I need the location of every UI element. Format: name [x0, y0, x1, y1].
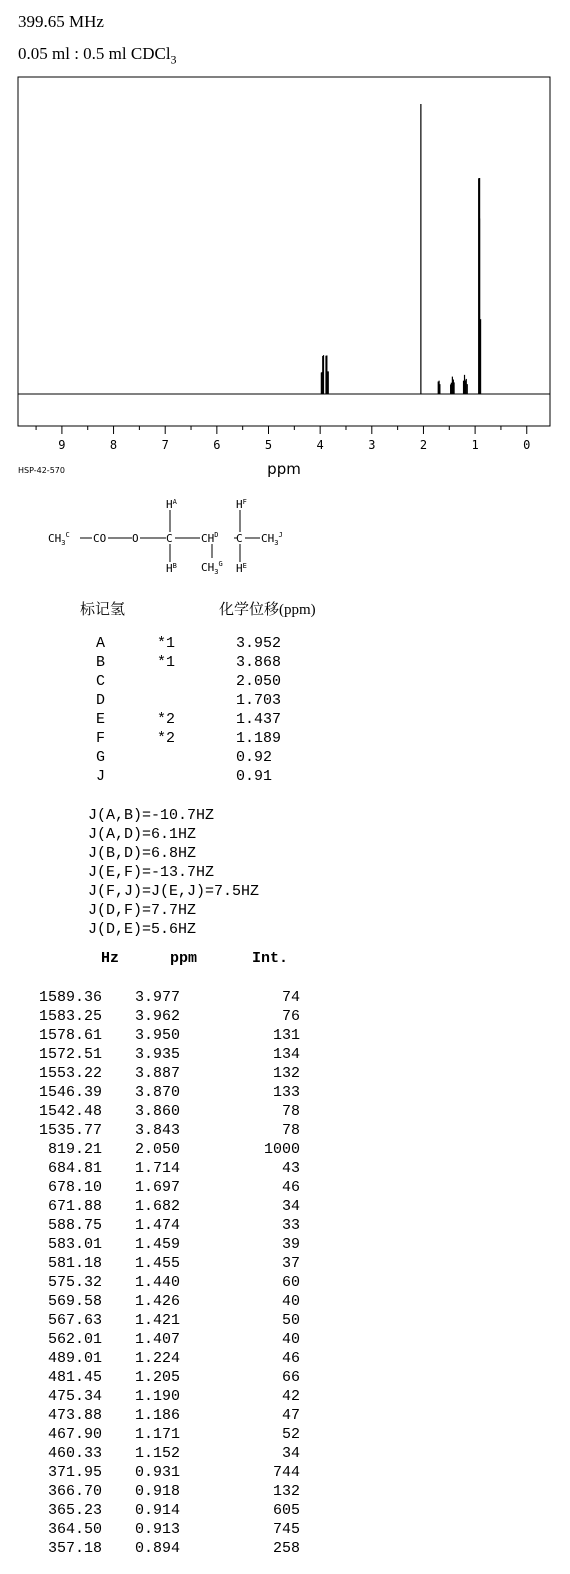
peak-row: [0, 1520, 320, 1539]
peak-hz: 366.70: [47, 1483, 102, 1500]
x-axis-tick-labels: [58, 438, 530, 452]
peak-intensity: 133: [272, 1084, 300, 1101]
peak-ppm: 1.697: [134, 1179, 180, 1196]
assignment-row: E *2 1.437: [96, 711, 282, 728]
peak-intensity: 78: [281, 1103, 300, 1120]
peak-ppm: 1.224: [134, 1350, 180, 1367]
peak-hz: 475.34: [47, 1388, 102, 1405]
peak-row: [0, 1083, 320, 1102]
plot-frame: [18, 77, 550, 426]
peak-row: [0, 1444, 320, 1463]
coupling-row: J(A,B)=-10.7HZ: [88, 807, 215, 824]
spectrum-peaks: [321, 104, 480, 394]
peak-row: [0, 1026, 320, 1045]
assignment-label-header: 标记氢: [80, 602, 126, 618]
x-tick-label: 2: [419, 438, 428, 452]
peak-intensity: 37: [281, 1255, 300, 1272]
x-tick-label: 8: [109, 438, 118, 452]
peak-row: [0, 1064, 320, 1083]
methine-d: $CH^D$: [201, 531, 219, 545]
peak-row: [0, 1368, 320, 1387]
peak-ppm: 1.474: [134, 1217, 180, 1234]
x-tick-label: 5: [264, 438, 273, 452]
peak-hz: 671.88: [47, 1198, 102, 1215]
peak-row: [0, 1121, 320, 1140]
ester-oxygen: O: [132, 532, 139, 545]
hydrogen-f: $H^F$: [236, 498, 247, 511]
peak-intensity: 76: [281, 1008, 300, 1025]
peak-ppm: 1.421: [134, 1312, 180, 1329]
peak-ppm: 3.935: [134, 1046, 180, 1063]
peak-hz: 583.01: [47, 1236, 102, 1253]
peak-intensity: 33: [281, 1217, 300, 1234]
assignment-row: G 0.92: [96, 749, 273, 766]
peak-row: [0, 1254, 320, 1273]
peak-intensity: 34: [281, 1198, 300, 1215]
peak-ppm: 1.426: [134, 1293, 180, 1310]
peak-intensity: 1000: [263, 1141, 300, 1158]
peak-intensity: 66: [281, 1369, 300, 1386]
peak-intensity: 132: [272, 1065, 300, 1082]
assignment-row: J 0.91: [96, 768, 273, 785]
peak-intensity: 134: [272, 1046, 300, 1063]
carbon-ab: C: [166, 532, 173, 545]
peak-intensity: 39: [281, 1236, 300, 1253]
peak-row: [0, 1140, 320, 1159]
coupling-row: J(E,F)=-13.7HZ: [88, 864, 215, 881]
peak-intensity: 744: [272, 1464, 300, 1481]
peak-ppm: 1.205: [134, 1369, 180, 1386]
peak-intensity: 258: [272, 1540, 300, 1557]
peak-hz: 481.45: [47, 1369, 102, 1386]
peak-row: [0, 1482, 320, 1501]
peak-row: [0, 1102, 320, 1121]
peak-ppm: 1.455: [134, 1255, 180, 1272]
peak-row: [0, 1273, 320, 1292]
peak-hz: 678.10: [47, 1179, 102, 1196]
peak-ppm: 1.407: [134, 1331, 180, 1348]
peak-ppm: 0.914: [134, 1502, 180, 1519]
peak-row: [0, 1045, 320, 1064]
peak-row: [0, 1501, 320, 1520]
assignment-row: F *2 1.189: [96, 730, 282, 747]
peak-intensity: 745: [272, 1521, 300, 1538]
peak-intensity: 46: [281, 1179, 300, 1196]
peak-intensity: 46: [281, 1350, 300, 1367]
peak-header-int: Int.: [252, 950, 289, 967]
peak-hz: 1542.48: [38, 1103, 102, 1120]
peak-hz: 1572.51: [38, 1046, 102, 1063]
peak-ppm: 0.894: [134, 1540, 180, 1557]
x-axis-ticks: [36, 426, 527, 434]
peak-intensity: 34: [281, 1445, 300, 1462]
peak-row: [0, 1311, 320, 1330]
coupling-constants: [88, 806, 259, 939]
peak-intensity: 52: [281, 1426, 300, 1443]
peak-hz: 364.50: [47, 1521, 102, 1538]
peak-table-header: [0, 950, 320, 970]
sample-subscript: 3: [170, 52, 177, 67]
x-tick-label: 3: [368, 438, 376, 452]
x-tick-label: 4: [316, 438, 324, 452]
carbon-ef: C: [236, 532, 243, 545]
ch3-c-group: $CH_3^C$: [48, 531, 70, 547]
hydrogen-b: $H^B$: [166, 562, 177, 574]
peak-hz: 575.32: [47, 1274, 102, 1291]
peak-intensity: 605: [272, 1502, 300, 1519]
peak-row: [0, 1387, 320, 1406]
peak-hz: 460.33: [47, 1445, 102, 1462]
peak-ppm: 3.860: [134, 1103, 180, 1120]
peak-intensity: 40: [281, 1293, 300, 1310]
assignment-row: D 1.703: [96, 692, 282, 709]
peak-ppm: 1.440: [134, 1274, 180, 1291]
peak-intensity: 42: [281, 1388, 300, 1405]
assignment-row: A *1 3.952: [96, 635, 282, 652]
peak-ppm: 1.714: [134, 1160, 180, 1177]
peak-row: [0, 1197, 320, 1216]
peak-hz: 562.01: [47, 1331, 102, 1348]
peak-row: [0, 1159, 320, 1178]
x-tick-label: 6: [213, 438, 221, 452]
peak-header-hz: Hz: [101, 950, 120, 967]
assignment-shift-header: 化学位移(ppm): [219, 602, 316, 618]
peak-ppm: 1.459: [134, 1236, 180, 1253]
peak-row: [0, 1539, 320, 1558]
hydrogen-a: $H^A$: [166, 498, 177, 511]
coupling-row: J(F,J)=J(E,J)=7.5HZ: [88, 883, 260, 900]
peak-ppm: 3.870: [134, 1084, 180, 1101]
peak-ppm: 2.050: [134, 1141, 180, 1158]
peak-ppm: 1.152: [134, 1445, 180, 1462]
assignment-table: [96, 634, 336, 786]
peak-hz: 581.18: [47, 1255, 102, 1272]
peak-row: [0, 1007, 320, 1026]
spectrometer-frequency: 399.65 MHz: [18, 12, 104, 31]
assignment-row: B *1 3.868: [96, 654, 282, 671]
peak-hz: 819.21: [47, 1141, 102, 1158]
peak-hz: 684.81: [47, 1160, 102, 1177]
peak-row: [0, 1349, 320, 1368]
peak-hz: 567.63: [47, 1312, 102, 1329]
peak-ppm: 1.171: [134, 1426, 180, 1443]
peak-row: [0, 1463, 320, 1482]
peak-hz: 1589.36: [38, 989, 102, 1006]
peak-ppm: 1.190: [134, 1388, 180, 1405]
peak-intensity: 131: [272, 1027, 300, 1044]
peak-ppm: 3.977: [134, 989, 180, 1006]
coupling-row: J(D,F)=7.7HZ: [88, 902, 197, 919]
coupling-row: J(D,E)=5.6HZ: [88, 921, 197, 938]
peak-ppm: 3.843: [134, 1122, 180, 1139]
peak-header-ppm: ppm: [170, 950, 198, 967]
peak-row: [0, 1330, 320, 1349]
peak-intensity: 50: [281, 1312, 300, 1329]
peak-ppm: 0.913: [134, 1521, 180, 1538]
x-tick-label: 9: [58, 438, 66, 452]
peak-ppm: 0.918: [134, 1483, 180, 1500]
sample-ratio: 0.05 ml : 0.5 ml CDCl: [18, 44, 171, 63]
spectrum-code: HSP-42-570: [18, 466, 65, 475]
coupling-row: J(A,D)=6.1HZ: [88, 826, 197, 843]
methyl-j: $CH_3^J$: [261, 531, 283, 547]
peak-ppm: 1.186: [134, 1407, 180, 1424]
assignment-row: C 2.050: [96, 673, 282, 690]
peak-hz: 357.18: [47, 1540, 102, 1557]
peak-intensity: 40: [281, 1331, 300, 1348]
peak-hz: 1535.77: [38, 1122, 102, 1139]
peak-intensity: 78: [281, 1122, 300, 1139]
peak-hz: 1546.39: [38, 1084, 102, 1101]
hydrogen-e: $H^E$: [236, 562, 247, 574]
peak-hz: 473.88: [47, 1407, 102, 1424]
peak-ppm: 0.931: [134, 1464, 180, 1481]
coupling-row: J(B,D)=6.8HZ: [88, 845, 197, 862]
nmr-spectrum-chart: [0, 0, 570, 480]
peak-hz: 1583.25: [38, 1008, 102, 1025]
x-tick-label: 1: [471, 438, 479, 452]
carbonyl-group: CO: [93, 532, 107, 545]
x-tick-label: 7: [161, 438, 169, 452]
peak-ppm: 3.962: [134, 1008, 180, 1025]
peak-row: [0, 1292, 320, 1311]
peak-row: [0, 1216, 320, 1235]
peak-row: [0, 1178, 320, 1197]
peak-hz: 489.01: [47, 1350, 102, 1367]
peak-ppm: 1.682: [134, 1198, 180, 1215]
peak-ppm: 3.887: [134, 1065, 180, 1082]
peak-hz: 1578.61: [38, 1027, 102, 1044]
x-axis-label: ppm: [267, 460, 301, 478]
peak-intensity: 74: [281, 989, 300, 1006]
peak-hz: 371.95: [47, 1464, 102, 1481]
peak-row: [0, 1235, 320, 1254]
peak-table: [0, 988, 320, 1558]
methyl-g: $CH_3^G$: [201, 560, 223, 574]
peak-intensity: 47: [281, 1407, 300, 1424]
peak-hz: 365.23: [47, 1502, 102, 1519]
x-tick-label: 0: [523, 438, 531, 452]
peak-intensity: 43: [281, 1160, 300, 1177]
molecule-structure: [40, 492, 310, 574]
peak-ppm: 3.950: [134, 1027, 180, 1044]
peak-hz: 588.75: [47, 1217, 102, 1234]
peak-hz: 569.58: [47, 1293, 102, 1310]
peak-intensity: 60: [281, 1274, 300, 1291]
peak-intensity: 132: [272, 1483, 300, 1500]
peak-row: [0, 1425, 320, 1444]
peak-row: [0, 1406, 320, 1425]
peak-row: [0, 988, 320, 1007]
peak-hz: 467.90: [47, 1426, 102, 1443]
peak-hz: 1553.22: [38, 1065, 102, 1082]
